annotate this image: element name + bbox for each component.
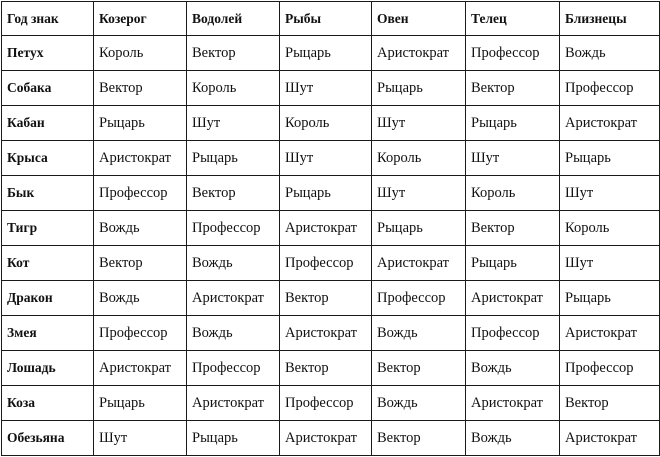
table-cell: Рыцарь	[560, 281, 660, 316]
table-cell: Рыцарь	[560, 141, 660, 176]
table-cell: Рыцарь	[187, 421, 280, 456]
table-row	[2, 246, 660, 281]
table-cell: Вождь	[372, 386, 466, 421]
table-cell: Вектор	[280, 351, 372, 386]
table-cell: Шут	[466, 141, 560, 176]
table-cell: Вождь	[560, 36, 660, 71]
table-cell: Король	[280, 106, 372, 141]
table-cell: Шут	[280, 71, 372, 106]
table-cell: Рыцарь	[372, 71, 466, 106]
table-cell: Шут	[280, 141, 372, 176]
table-cell: Вектор	[560, 386, 660, 421]
table-cell: Вождь	[94, 211, 187, 246]
header-taurus: Телец	[466, 2, 560, 36]
table-row	[2, 421, 660, 456]
table-cell: Король	[560, 211, 660, 246]
table-cell: Аристократ	[280, 421, 372, 456]
table-cell: Вектор	[94, 246, 187, 281]
table-cell: Аристократ	[560, 106, 660, 141]
table-row	[2, 106, 660, 141]
row-year-label: Змея	[2, 316, 94, 351]
table-cell: Вождь	[466, 351, 560, 386]
table-cell: Король	[372, 141, 466, 176]
row-year-label: Кот	[2, 246, 94, 281]
header-capricorn: Козерог	[94, 2, 187, 36]
row-year-label: Бык	[2, 176, 94, 211]
row-year-label: Дракон	[2, 281, 94, 316]
table-cell: Шут	[560, 176, 660, 211]
table-row	[2, 71, 660, 106]
table-cell: Вектор	[94, 71, 187, 106]
table-cell: Рыцарь	[94, 386, 187, 421]
table-cell: Аристократ	[466, 281, 560, 316]
table-cell: Вектор	[187, 36, 280, 71]
row-year-label: Крыса	[2, 141, 94, 176]
table-cell: Рыцарь	[280, 176, 372, 211]
table-cell: Вектор	[466, 71, 560, 106]
table-cell: Вождь	[94, 281, 187, 316]
table-row	[2, 141, 660, 176]
table-cell: Рыцарь	[372, 211, 466, 246]
table-cell: Рыцарь	[466, 246, 560, 281]
table-row	[2, 281, 660, 316]
compatibility-table	[1, 1, 660, 456]
header-aries: Овен	[372, 2, 466, 36]
table-cell: Профессор	[372, 281, 466, 316]
table-cell: Король	[187, 71, 280, 106]
table-cell: Аристократ	[372, 36, 466, 71]
table-cell: Шут	[372, 106, 466, 141]
table-cell: Профессор	[280, 386, 372, 421]
table-row	[2, 316, 660, 351]
row-year-label: Собака	[2, 71, 94, 106]
table-cell: Аристократ	[280, 316, 372, 351]
header-gemini: Близнецы	[560, 2, 660, 36]
table-cell: Вектор	[372, 351, 466, 386]
table-cell: Шут	[372, 176, 466, 211]
table-cell: Аристократ	[372, 246, 466, 281]
header-year-sign: Год знак	[2, 2, 94, 36]
table-cell: Рыцарь	[280, 36, 372, 71]
table-cell: Профессор	[560, 351, 660, 386]
table-cell: Рыцарь	[187, 141, 280, 176]
table-cell: Профессор	[280, 246, 372, 281]
table-cell: Шут	[560, 246, 660, 281]
table-cell: Аристократ	[187, 386, 280, 421]
header-pisces: Рыбы	[280, 2, 372, 36]
row-year-label: Тигр	[2, 211, 94, 246]
table-cell: Вектор	[280, 281, 372, 316]
table-cell: Вектор	[372, 421, 466, 456]
table-row	[2, 176, 660, 211]
table-cell: Аристократ	[280, 211, 372, 246]
header-aquarius: Водолей	[187, 2, 280, 36]
table-cell: Вождь	[187, 246, 280, 281]
row-year-label: Кабан	[2, 106, 94, 141]
row-year-label: Петух	[2, 36, 94, 71]
table-cell: Аристократ	[94, 351, 187, 386]
table-cell: Король	[466, 176, 560, 211]
table-cell: Профессор	[466, 36, 560, 71]
table-cell: Аристократ	[187, 281, 280, 316]
table-row	[2, 211, 660, 246]
table-row	[2, 351, 660, 386]
table-cell: Аристократ	[94, 141, 187, 176]
table-cell: Король	[94, 36, 187, 71]
table-cell: Профессор	[94, 176, 187, 211]
table-row	[2, 36, 660, 71]
table-cell: Профессор	[187, 211, 280, 246]
table-cell: Вождь	[466, 421, 560, 456]
table-cell: Профессор	[94, 316, 187, 351]
row-year-label: Коза	[2, 386, 94, 421]
table-cell: Аристократ	[560, 316, 660, 351]
table-cell: Профессор	[560, 71, 660, 106]
table-cell: Шут	[94, 421, 187, 456]
table-cell: Вектор	[466, 211, 560, 246]
table-cell: Профессор	[187, 351, 280, 386]
table-cell: Рыцарь	[94, 106, 187, 141]
header-row	[2, 2, 660, 36]
table-cell: Рыцарь	[466, 106, 560, 141]
table-cell: Шут	[187, 106, 280, 141]
row-year-label: Лошадь	[2, 351, 94, 386]
table-cell: Аристократ	[560, 421, 660, 456]
table-cell: Вождь	[187, 316, 280, 351]
row-year-label: Обезьяна	[2, 421, 94, 456]
table-cell: Вождь	[372, 316, 466, 351]
table-cell: Профессор	[466, 316, 560, 351]
table-cell: Вектор	[187, 176, 280, 211]
table-cell: Аристократ	[466, 386, 560, 421]
table-row	[2, 386, 660, 421]
